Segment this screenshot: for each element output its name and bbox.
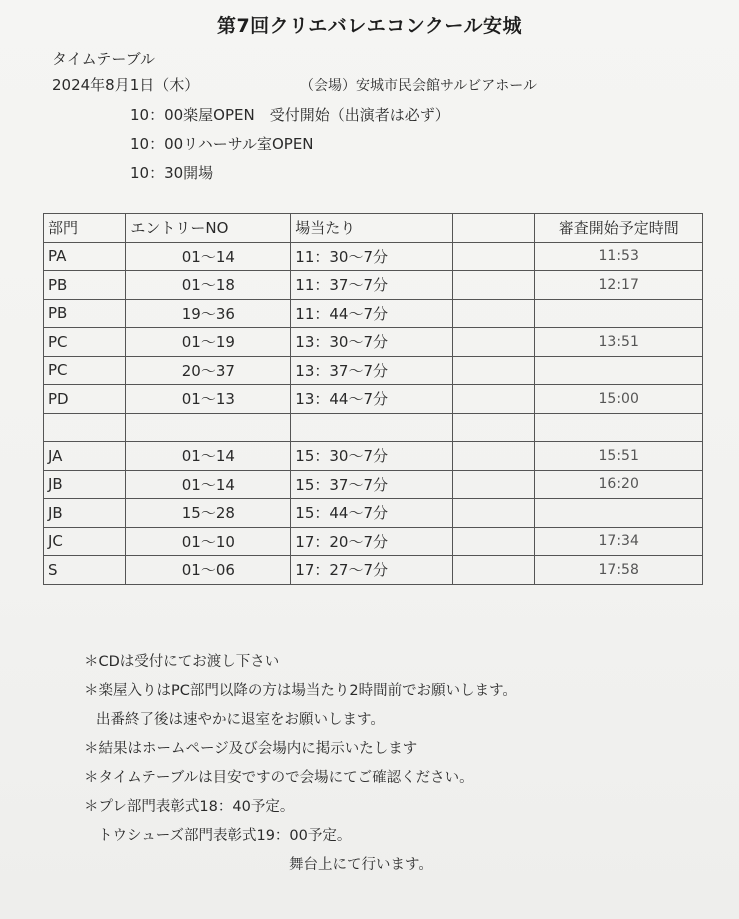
cell-blank [453, 242, 535, 271]
table-row [44, 527, 703, 556]
cell-start: 13:51 [535, 328, 703, 357]
note: ＊タイムテーブルは目安ですので会場にてご確認ください。 [84, 770, 474, 786]
table-row [44, 299, 703, 328]
cell-start [535, 499, 703, 528]
cell-blank [453, 556, 535, 585]
cell-time [291, 413, 453, 442]
cell-entry: 01～18 [126, 271, 291, 300]
note: 出番終了後は速やかに退室をお願いします。 [96, 712, 385, 728]
cell-start: 17:58 [535, 556, 703, 585]
cell-blank [453, 385, 535, 414]
table-row [44, 442, 703, 471]
header-blank [453, 214, 535, 243]
cell-dept: PA [44, 242, 126, 271]
header-time: 場当たり [291, 214, 453, 243]
cell-time: 15：30～7分 [291, 442, 453, 471]
table-row [44, 242, 703, 271]
table-row [44, 328, 703, 357]
cell-blank [453, 499, 535, 528]
cell-entry: 01～13 [126, 385, 291, 414]
cell-entry: 01～19 [126, 328, 291, 357]
cell-blank [453, 299, 535, 328]
cell-start: 17:34 [535, 527, 703, 556]
table-row [44, 356, 703, 385]
table-row [44, 470, 703, 499]
cell-blank [453, 356, 535, 385]
cell-start [535, 299, 703, 328]
table-row [44, 271, 703, 300]
cell-time: 15：37～7分 [291, 470, 453, 499]
venue: （会場）安城市民会館サルビアホール [300, 78, 538, 94]
cell-entry: 01～14 [126, 242, 291, 271]
note: ＊結果はホームページ及び会場内に掲示いたします [84, 741, 418, 757]
cell-blank [453, 527, 535, 556]
cell-time: 17：20～7分 [291, 527, 453, 556]
cell-dept: PC [44, 356, 126, 385]
cell-entry [126, 413, 291, 442]
cell-time: 17：27～7分 [291, 556, 453, 585]
cell-blank [453, 442, 535, 471]
cell-time: 13：30～7分 [291, 328, 453, 357]
schedule-line: 10：00リハーサル室OPEN [130, 135, 314, 153]
table-row [44, 556, 703, 585]
note: 舞台上にて行います。 [289, 857, 433, 873]
table-row [44, 413, 703, 442]
cell-time: 13：37～7分 [291, 356, 453, 385]
cell-dept: JB [44, 470, 126, 499]
note: ＊楽屋入りはPC部門以降の方は場当たり2時間前でお願いします。 [84, 683, 517, 699]
table-header-row [44, 214, 703, 243]
header-dept: 部門 [44, 214, 126, 243]
timetable [43, 213, 703, 585]
cell-entry: 19～36 [126, 299, 291, 328]
cell-time: 13：44～7分 [291, 385, 453, 414]
cell-time: 11：44～7分 [291, 299, 453, 328]
header-start: 審査開始予定時間 [535, 214, 703, 243]
cell-start: 11:53 [535, 242, 703, 271]
cell-entry: 01～14 [126, 442, 291, 471]
cell-time: 11：30～7分 [291, 242, 453, 271]
cell-dept: JC [44, 527, 126, 556]
subtitle: タイムテーブル [52, 50, 156, 68]
header-entry: エントリーNO [126, 214, 291, 243]
cell-blank [453, 470, 535, 499]
note: ＊CDは受付にてお渡し下さい [84, 654, 280, 670]
cell-start [535, 356, 703, 385]
cell-time: 11：37～7分 [291, 271, 453, 300]
table-row [44, 385, 703, 414]
cell-start [535, 413, 703, 442]
cell-start: 15:51 [535, 442, 703, 471]
cell-dept: JA [44, 442, 126, 471]
page-title: 第7回クリエバレエコンクール安城 [216, 15, 523, 37]
table-row [44, 499, 703, 528]
cell-time: 15：44～7分 [291, 499, 453, 528]
cell-blank [453, 328, 535, 357]
cell-dept: PB [44, 299, 126, 328]
cell-dept: PC [44, 328, 126, 357]
cell-entry: 20～37 [126, 356, 291, 385]
cell-dept: PD [44, 385, 126, 414]
event-date: 2024年8月1日（木） [52, 76, 200, 94]
cell-blank [453, 271, 535, 300]
schedule-line: 10：00楽屋OPEN 受付開始（出演者は必ず） [130, 106, 450, 124]
cell-start: 16:20 [535, 470, 703, 499]
cell-blank [453, 413, 535, 442]
note: トウシューズ部門表彰式19：00予定。 [98, 828, 352, 844]
cell-entry: 01～06 [126, 556, 291, 585]
cell-entry: 01～14 [126, 470, 291, 499]
notes [84, 648, 517, 880]
cell-entry: 01～10 [126, 527, 291, 556]
cell-dept [44, 413, 126, 442]
cell-dept: PB [44, 271, 126, 300]
cell-dept: S [44, 556, 126, 585]
cell-start: 12:17 [535, 271, 703, 300]
schedule-line: 10：30開場 [130, 164, 214, 182]
cell-entry: 15～28 [126, 499, 291, 528]
cell-dept: JB [44, 499, 126, 528]
note: ＊プレ部門表彰式18：40予定。 [84, 799, 295, 815]
cell-start: 15:00 [535, 385, 703, 414]
